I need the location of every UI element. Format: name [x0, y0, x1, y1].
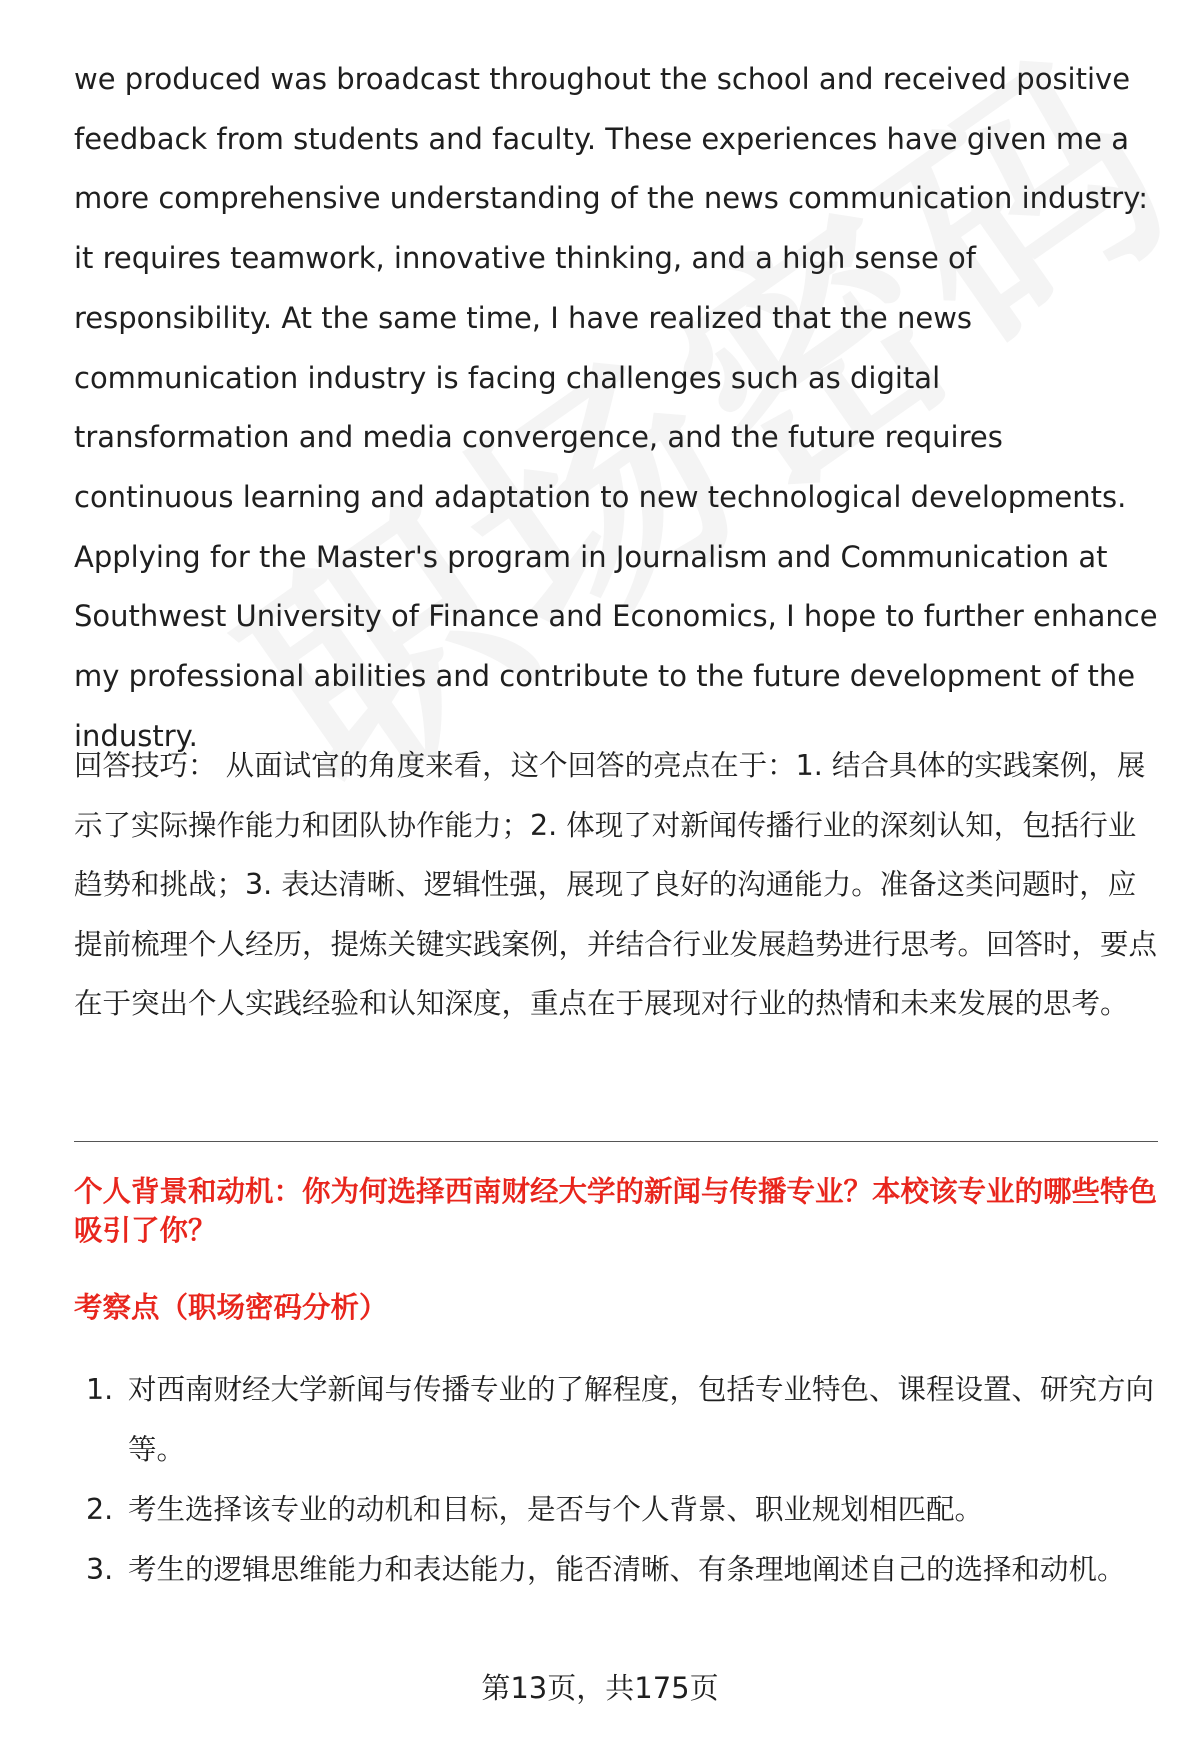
answer-paragraph: we produced was broadcast throughout the school and received positive feedback from students and faculty. These experiences have given me a more comprehensive understanding of the news communication industry: it requires teamwork, innovative thinking, and a high sense of responsibility. At the same time, I have realized that the news communication industry is facing challenges such as digital transformation and media convergence, and the future requires continuous learning and adaptation to new technological developments. Applying for the Master's program in Journalism and Communication at Southwest University of Finance and Economics, I hope to further enhance my professional abilities and contribute to the future development of the industry. [74, 62, 1158, 753]
list-item [74, 1480, 1164, 1540]
list-item-text: 对西南财经大学新闻与传播专业的了解程度，包括专业特色、课程设置、研究方向等。 [128, 1373, 1155, 1466]
assessment-heading: 考察点（职场密码分析） [74, 1291, 388, 1324]
section-divider [74, 1141, 1158, 1142]
question-title: 个人背景和动机：你为何选择西南财经大学的新闻与传播专业？本校该专业的哪些特色吸引了你？ [74, 1175, 1158, 1247]
list-item [74, 1360, 1164, 1480]
list-item-number: 1. [86, 1373, 114, 1406]
tips-text: 从面试官的角度来看，这个回答的亮点在于：1. 结合具体的实践案例，展示了实际操作能力和团队协作能力；2. 体现了对新闻传播行业的深刻认知，包括行业趋势和挑战；3. 表达清晰、逻辑性强，展现了良好的沟通能力。准备这类问题时，应提前梳理个人经历，提炼关键实践案例，并结合行业发展趋势进行思考。回答时，要点在于突出个人实践经验和认知深度，重点在于展现对行业的热情和未来发展的思考。 [74, 749, 1158, 1020]
list-item-text: 考生的逻辑思维能力和表达能力，能否清晰、有条理地阐述自己的选择和动机。 [128, 1553, 1126, 1586]
assessment-points-list [74, 1360, 1164, 1600]
answer-tips [74, 736, 1164, 1034]
tips-label: 回答技巧： [74, 749, 217, 782]
page-number-footer: 第13页，共175页 [481, 1671, 719, 1705]
list-item-text: 考生选择该专业的动机和目标，是否与个人背景、职业规划相匹配。 [128, 1493, 984, 1526]
list-item-number: 3. [86, 1553, 114, 1586]
list-item-number: 2. [86, 1493, 114, 1526]
list-item [74, 1540, 1164, 1600]
